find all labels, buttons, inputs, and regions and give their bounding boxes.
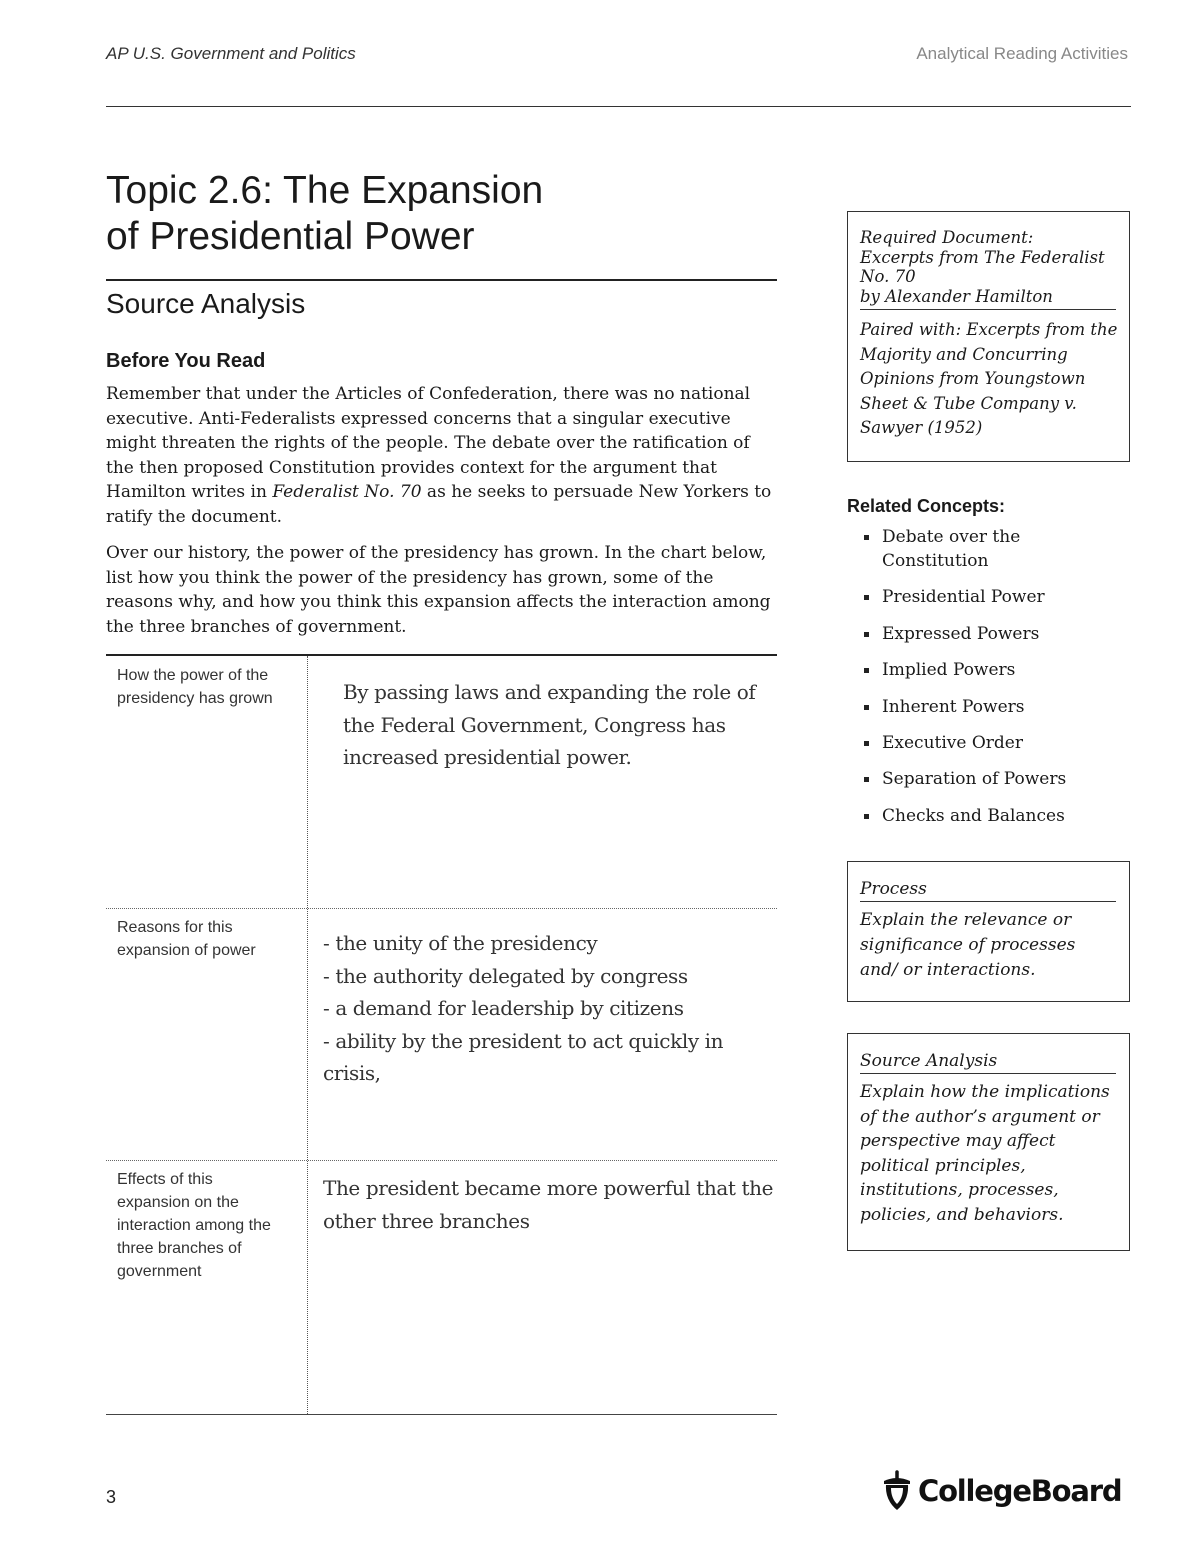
analysis-chart bbox=[106, 654, 777, 1415]
source-analysis-box bbox=[847, 1033, 1130, 1251]
chart-row-answer[interactable] bbox=[323, 927, 777, 1090]
chart-row-label: Reasons for this expansion of power bbox=[117, 919, 256, 959]
related-concept-item: Expressed Powers bbox=[862, 622, 1122, 646]
process-description: Explain the relevance or significance of processes and/ or interactions. bbox=[860, 910, 1076, 980]
page-title bbox=[106, 168, 786, 260]
page-number: 3 bbox=[106, 1487, 117, 1507]
required-document-number: No. 70 bbox=[860, 267, 916, 286]
box-divider bbox=[860, 901, 1116, 902]
source-analysis-label: Source Analysis bbox=[860, 1051, 998, 1071]
related-concept-item: Executive Order bbox=[862, 731, 1122, 755]
related-concept-item: Implied Powers bbox=[862, 658, 1122, 682]
federalist-title: Federalist No. 70 bbox=[272, 482, 422, 503]
section-heading: Source Analysis bbox=[106, 288, 306, 319]
chart-row-answer[interactable] bbox=[343, 676, 755, 774]
chart-row-effects bbox=[106, 1161, 777, 1413]
paired-document-text: Paired with: Excerpts from the Majority and Concurring Opinions from Youngstown Sheet & Tube Company v. Sawyer (1952) bbox=[860, 320, 1118, 437]
answer-line: - ability by the president to act quickly in crisis, bbox=[323, 1028, 724, 1085]
header-divider bbox=[106, 106, 1131, 107]
intro-text-part-2: as he seeks to persuade New Yorkers to ratify the document. bbox=[106, 482, 772, 527]
answer-line: - the authority delegated by congress bbox=[323, 963, 688, 988]
intro-paragraph-1 bbox=[106, 382, 781, 530]
answer-line: the Federal Government, Congress has bbox=[343, 712, 726, 737]
logo-wordmark: CollegeBoard bbox=[918, 1474, 1122, 1508]
collegeboard-logo bbox=[880, 1470, 1121, 1512]
required-document-author: by Alexander Hamilton bbox=[860, 286, 1053, 306]
page-title-line-2: of Presidential Power bbox=[106, 215, 475, 258]
intro-text-part-1: Remember that under the Articles of Confederation, there was no national executive. Anti-Federalists expressed concerns that a singular executive might threaten the rights of the people. The debate over the ratification of the then proposed Constitution provides context for the argument that Hamilton writes in bbox=[106, 384, 751, 503]
answer-line: By passing laws and expanding the role of bbox=[343, 680, 756, 704]
required-document-heading: Required Document: bbox=[860, 228, 1034, 247]
acorn-icon bbox=[880, 1470, 914, 1512]
related-concepts-list bbox=[862, 525, 1122, 840]
required-document-label bbox=[860, 228, 1118, 306]
chart-row-growth bbox=[106, 656, 777, 908]
process-label: Process bbox=[860, 879, 927, 899]
intro-paragraph-2: Over our history, the power of the presidency has grown. In the chart below, list how you think the power of the presidency has grown, some of the reasons why, and how you think this expansion affects the interaction among the three branches of government. bbox=[106, 543, 771, 637]
before-you-read-heading: Before You Read bbox=[106, 350, 266, 372]
running-header-course: AP U.S. Government and Politics bbox=[106, 44, 356, 63]
related-concept-item: Inherent Powers bbox=[862, 695, 1122, 719]
answer-line: other three branches bbox=[323, 1208, 530, 1233]
answer-line: - a demand for leadership by citizens bbox=[323, 996, 684, 1020]
related-concept-item: Debate over the Constitution bbox=[862, 525, 1122, 573]
related-concept-item: Separation of Powers bbox=[862, 767, 1122, 791]
chart-row-answer[interactable] bbox=[323, 1172, 773, 1237]
box-divider bbox=[860, 309, 1116, 310]
answer-line: increased presidential power. bbox=[343, 745, 632, 769]
related-concept-item: Checks and Balances bbox=[862, 804, 1122, 828]
chart-row-label: Effects of this expansion on the interaction among the three branches of government bbox=[117, 1171, 271, 1280]
answer-line: - the unity of the presidency bbox=[323, 931, 598, 955]
answer-line: The president became more powerful that the bbox=[323, 1176, 774, 1200]
related-concept-item: Presidential Power bbox=[862, 585, 1122, 609]
running-header-section: Analytical Reading Activities bbox=[916, 44, 1128, 63]
chart-row-reasons bbox=[106, 909, 777, 1160]
page-title-line-1: Topic 2.6: The Expansion bbox=[106, 169, 544, 212]
required-document-box bbox=[847, 211, 1130, 462]
process-box bbox=[847, 861, 1130, 1002]
box-divider bbox=[860, 1073, 1116, 1074]
required-document-title: Excerpts from The Federalist bbox=[860, 247, 1105, 267]
related-concepts-heading: Related Concepts: bbox=[847, 496, 1006, 516]
source-analysis-description: Explain how the implications of the author’s argument or perspective may affect political principles, institutions, processes, policies, and behaviors. bbox=[860, 1082, 1110, 1225]
title-divider bbox=[106, 279, 777, 281]
chart-row-label: How the power of the presidency has grown bbox=[117, 667, 273, 707]
